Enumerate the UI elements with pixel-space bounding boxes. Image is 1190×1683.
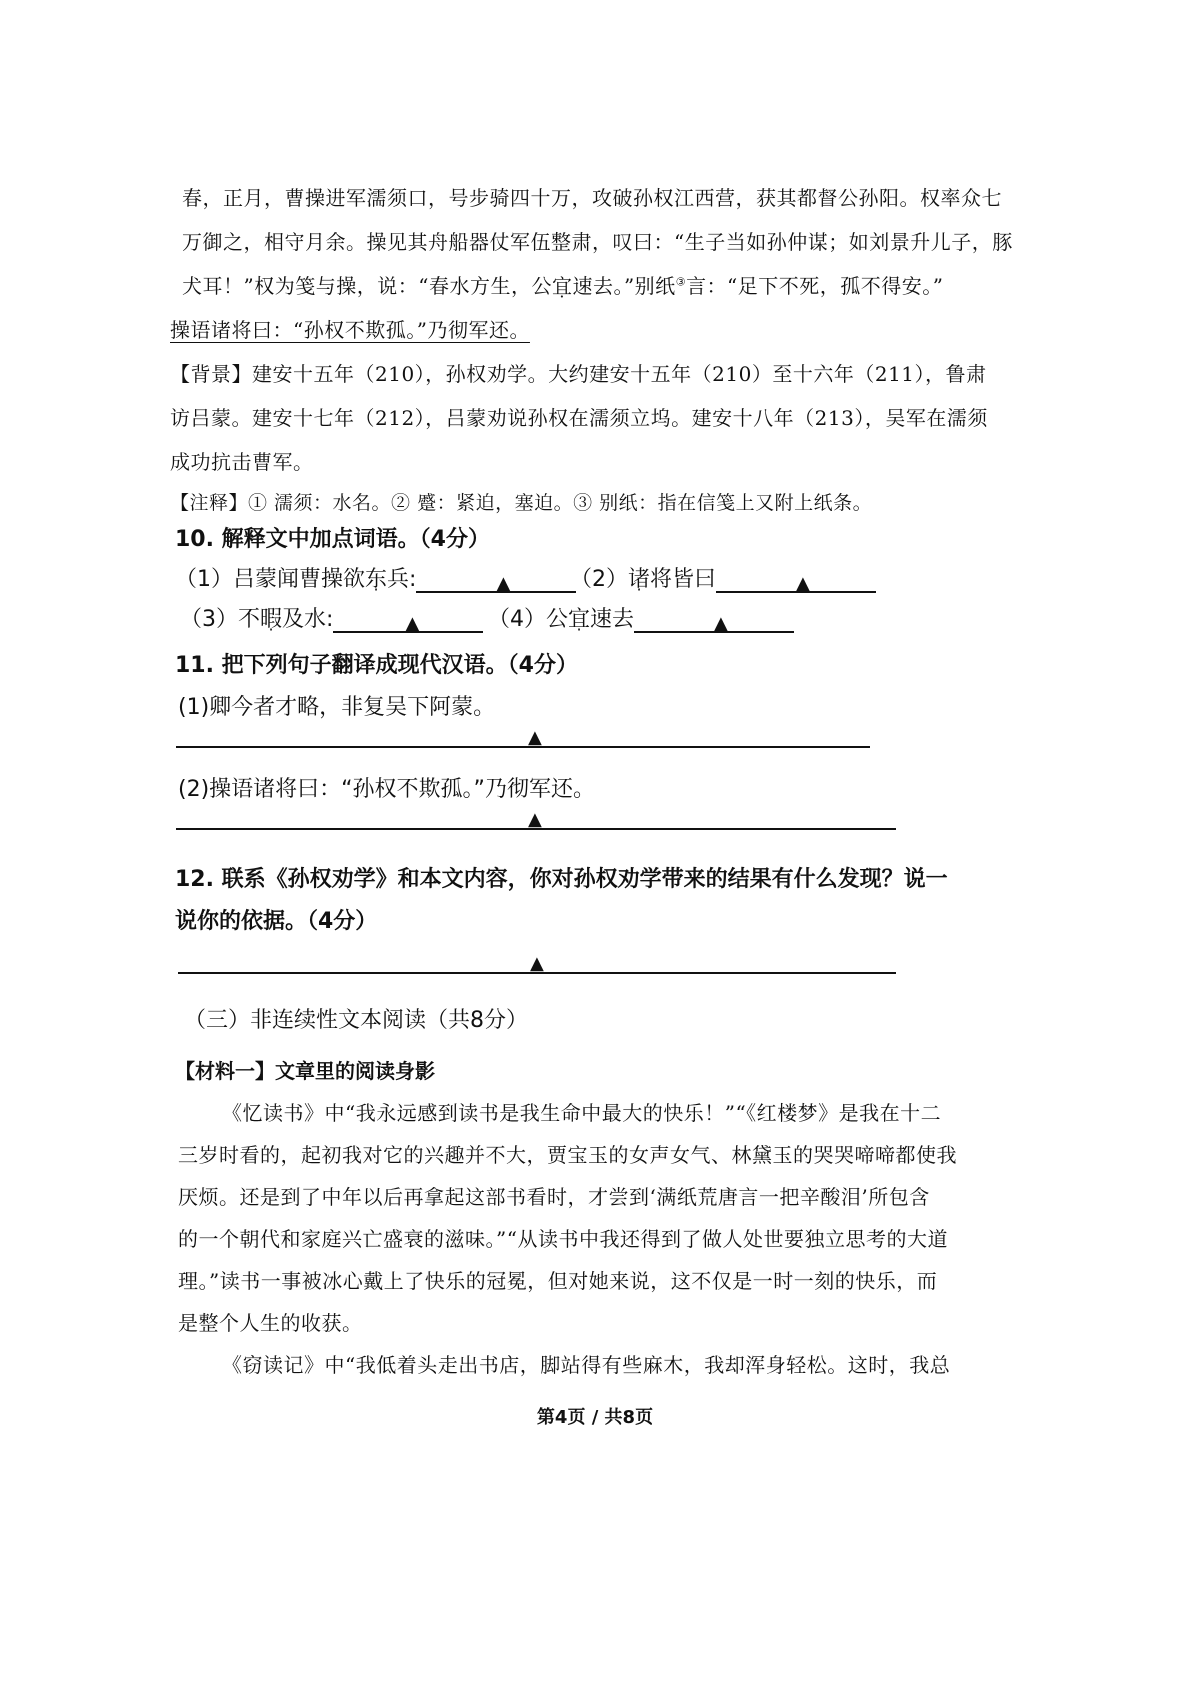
passage-line-3-b: 速去。”别纸: [572, 274, 676, 298]
material-1-title: 【材料一】文章里的阅读身影: [175, 1059, 435, 1083]
q10-item-4-text-b: 速去: [590, 607, 635, 632]
passage-line-2: 万御之，相守月余。操见其舟船器仗军伍整肃，叹曰：“生子当如孙仲谋；如刘景升儿子，豚: [182, 230, 1013, 254]
q10-item-3: [180, 602, 483, 633]
q10-item-2: [570, 562, 876, 593]
q10-title: 10. 解释文中加点词语。（4分）: [175, 527, 490, 552]
material-1-line-7: 《窃读记》中“我低着头走出书店，脚站得有些麻木，我却浑身轻松。这时，我总: [222, 1353, 951, 1377]
q10-item-2-text-a: （2）: [570, 567, 628, 592]
footnote-marker: ③: [675, 275, 687, 289]
material-1-line-2: 三岁时看的，起初我对它的兴趣并不大，贾宝玉的女声女气、林黛玉的哭哭啼啼都使我: [178, 1143, 957, 1167]
answer-blank[interactable]: [333, 605, 483, 633]
answer-marker-icon: ▲: [530, 953, 544, 974]
material-1-line-5: 理。”读书一事被冰心戴上了快乐的冠冕，但对她来说，这不仅是一时一刻的快乐，而: [178, 1269, 938, 1293]
q10-item-1-text-a: （1）吕蒙闻曹操欲: [175, 567, 365, 592]
answer-marker-icon: ▲: [714, 613, 728, 634]
answer-blank[interactable]: [634, 605, 794, 633]
answer-marker-icon: ▲: [796, 573, 810, 594]
material-1-line-6: 是整个人生的收获。: [178, 1311, 363, 1335]
answer-blank[interactable]: [416, 565, 576, 593]
answer-marker-icon: ▲: [496, 573, 511, 594]
material-1-line-1: 《忆读书》中“我永远感到读书是我生命中最大的快乐！”“《红楼梦》是我在十二: [222, 1101, 942, 1125]
q10-item-2-text-b: 将皆曰: [650, 567, 717, 592]
answer-marker-icon: ▲: [528, 727, 542, 748]
background-line-3: 成功抗击曹军。: [170, 450, 314, 474]
q11-sentence-1: (1)卿今者才略，非复吴下阿蒙。: [178, 695, 496, 720]
q10-item-3-text-b: 及水:: [282, 607, 334, 632]
answer-marker-icon: ▲: [528, 809, 542, 830]
background-line-1: 【背景】建安十五年（210），孙权劝学。大约建安十五年（210）至十六年（211），鲁肃: [170, 362, 987, 386]
q10-item-4-text-a: （4）公: [488, 607, 568, 632]
dotted-char: 诸: [628, 567, 651, 592]
passage-line-4-underlined: 操语诸将曰：“孙权不欺孤。”乃彻军还。: [170, 318, 530, 342]
q10-item-1-text-b: 兵:: [387, 567, 417, 592]
background-line-2: 访吕蒙。建安十七年（212），吕蒙劝说孙权在濡须立坞。建安十八年（213），吴军在濡须: [170, 406, 988, 430]
passage-line-3: [182, 270, 944, 299]
answer-line[interactable]: [176, 746, 870, 748]
q10-item-4: [488, 602, 794, 633]
page-number-footer: 第4页 / 共8页: [536, 1407, 654, 1428]
q11-title: 11. 把下列句子翻译成现代汉语。（4分）: [175, 653, 578, 678]
material-1-line-3: 厌烦。还是到了中年以后再拿起这部书看时，才尝到‘满纸荒唐言一把辛酸泪’所包含: [178, 1185, 930, 1209]
dotted-char: 东: [365, 567, 388, 592]
answer-blank[interactable]: [716, 565, 876, 593]
q12-line-2: 说你的依据。（4分）: [175, 909, 378, 934]
passage-line-3-c: 言：“足下不死，孤不得安。”: [686, 274, 944, 298]
dotted-char: 暇: [260, 607, 283, 632]
notes-line: 【注释】① 濡须：水名。② 蹙：紧迫，塞迫。③ 别纸：指在信笺上又附上纸条。: [170, 492, 873, 514]
passage-line-1: 春，正月，曹操进军濡须口，号步骑四十万，攻破孙权江西营，获其都督公孙阳。权率众七: [182, 186, 1002, 210]
q10-item-3-text-a: （3）不: [180, 607, 260, 632]
material-1-line-4: 的一个朝代和家庭兴亡盛衰的滋味。”“从读书中我还得到了做人处世要独立思考的大道: [178, 1227, 948, 1251]
answer-marker-icon: ▲: [405, 613, 420, 634]
passage-line-3-a: 犬耳！”权为笺与操，说：“春水方生，公: [182, 274, 552, 298]
q10-item-1: [175, 562, 576, 593]
section-3-title: （三）非连续性文本阅读（共8分）: [184, 1008, 528, 1033]
dotted-char: 宜: [551, 274, 573, 298]
q11-sentence-2: (2)操语诸将曰：“孙权不欺孤。”乃彻军还。: [178, 777, 595, 802]
dotted-char: 宜: [568, 607, 591, 632]
q12-line-1: 12. 联系《孙权劝学》和本文内容，你对孙权劝学带来的结果有什么发现？说一: [175, 867, 948, 892]
